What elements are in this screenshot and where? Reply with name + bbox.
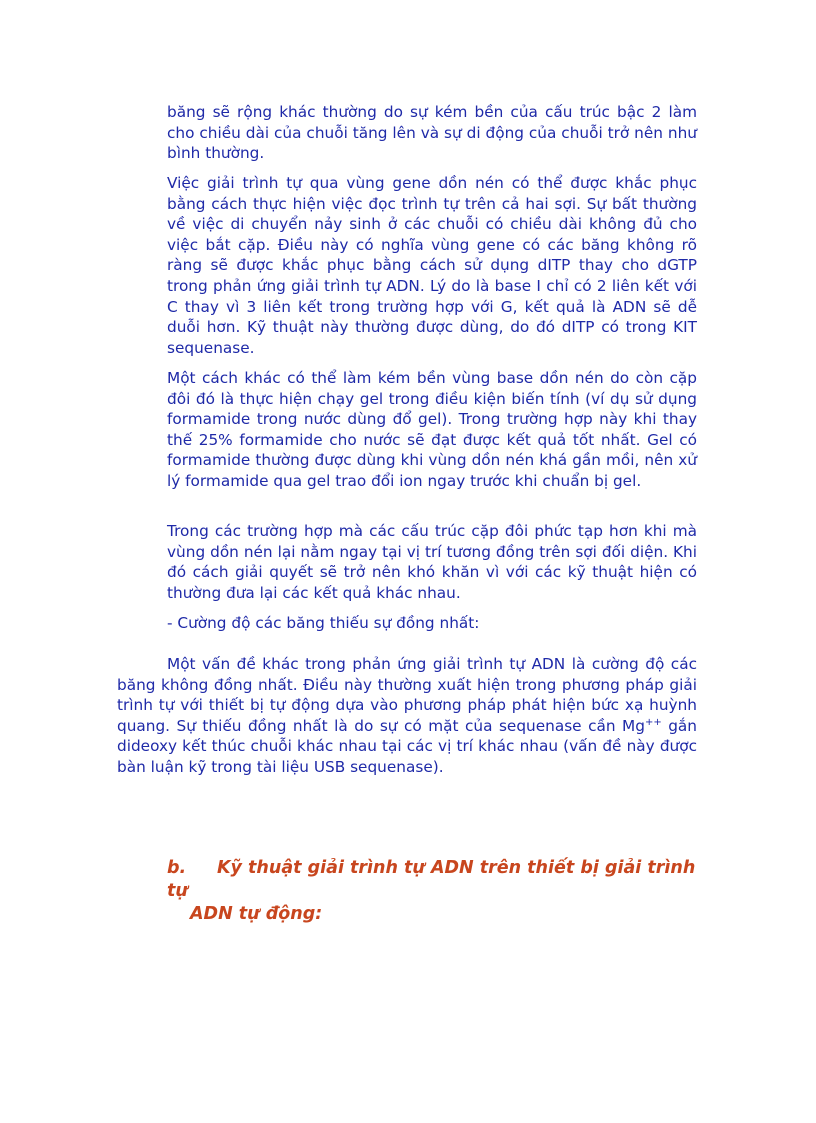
paragraph-text-part-2: gắn dideoxy kết thúc chuỗi khác nhau tại các vị trí khác nhau (vấn đề này được bàn luận kỹ trong tài liệu USB sequenase). xyxy=(117,716,697,776)
paragraph-formamide: Một cách khác có thể làm kém bền vùng base dồn nén do còn cặp đôi đó là thực hiện chạy gel trong điều kiện biến tính (ví dụ sử dụng formamide trong nước dùng đổ gel). Trong trường hợp này khi thay thế 25% formamide cho nước sẽ đạt được kết quả tốt nhất. Gel có formamide thường được dùng khi vùng dồn nén khá gần mồi, nên xử lý formamide qua gel trao đổi ion ngay trước khi chuẩn bị gel. xyxy=(167,369,697,490)
paragraph-vung-gene-don-nen: Việc giải trình tự qua vùng gene dồn nén có thể được khắc phục bằng cách thực hiện việc đọc trình tự trên cả hai sợi. Sự bất thường về việc di chuyển nảy sinh ở các chuỗi có chiều dài không đủ cho việc bắt cặp. Điều này có nghĩa vùng gene có các băng không rõ ràng sẽ được khắc phục bằng cách sử dụng dITP thay cho dGTP trong phản ứng giải trình tự ADN. Lý do là base I chỉ có 2 liên kết với C thay vì 3 liên kết trong trường hợp với G, kết quả là ADN sẽ dễ duỗi hơn. Kỹ thuật này thường được dùng, do đó dITP có trong KIT sequenase. xyxy=(167,174,697,357)
bullet-cuong-do-bang: - Cường độ các băng thiếu sự đồng nhất: xyxy=(167,614,480,632)
paragraph-text-part-1: Một vấn đề khác trong phản ứng giải trình tự ADN là cường độ các băng không đồng nhất. Điều này thường xuất hiện trong phương pháp giải trình tự với thiết bị tự động dựa vào phương pháp phát hiện bức xạ huỳnh quang. Sự thiếu đồng nhất là do sự có mặt của sequenase cần Mg xyxy=(117,655,697,735)
paragraph-bang-se-rong: băng sẽ rộng khác thường do sự kém bền của cấu trúc bậc 2 làm cho chiều dài của chuỗi tăng lên và sự di động của chuỗi trở nên như bình thường. xyxy=(167,103,697,163)
superscript-plus-plus: ++ xyxy=(644,716,662,728)
paragraph-cuong-do-khong-dong-nhat xyxy=(117,654,697,778)
paragraph-cau-truc-cap-doi: Trong các trường hợp mà các cấu trúc cặp đôi phức tạp hơn khi mà vùng dồn nén lại nằm ngay tại vị trí tương đồng trên sợi đối diện. Khi đó cách giải quyết sẽ trở nên khó khăn vì với các kỹ thuật hiện có thường đưa lại các kết quả khác nhau. xyxy=(167,522,697,602)
section-title-line-2: ADN tự động: xyxy=(190,904,323,924)
section-number: b. xyxy=(167,858,187,878)
section-title-line-1: Kỹ thuật giải trình tự ADN trên thiết bị giải trình tự xyxy=(167,858,696,901)
section-heading-b xyxy=(167,857,697,926)
